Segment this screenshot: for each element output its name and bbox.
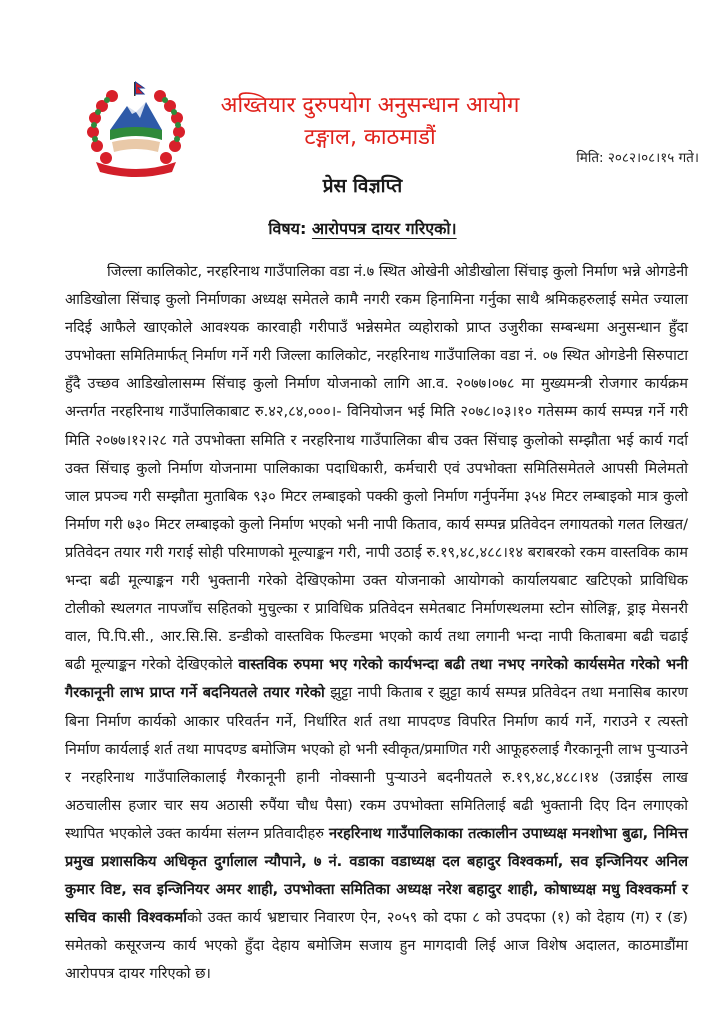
- page-title: प्रेस विज्ञप्ति: [322, 175, 403, 197]
- subject-line: [0, 217, 725, 239]
- body-text-2: झुट्टा नापी किताब र झुट्टा कार्य सम्पन्न प्रतिवेदन तथा मनासिब कारण बिना निर्माण कार्यको आकार परिवर्तन गर्ने, निर्धारित शर्त तथा मापदण्ड विपरित निर्माण कार्य गर्ने, गराउने र त्यस्तो निर्माण कार्यलाई शर्त तथा मापदण्ड बमोजिम भएको हो भनी स्वीकृत/प्रमाणित गरी आफूहरुलाई गैरकानूनी लाभ पुऱ्याउने र नरहरिनाथ गाउँपालिकालाई गैरकानूनी हानी नोक्सानी पुऱ्याउने बदनीयतले रु.१९,४८,४८८।१४ (उन्नाईस लाख अठचालीस हजार चार सय अठासी रुपैंया चौध पैसा) रकम उपभोक्ता समितिलाई बढी भुक्तानी दिए दिन लगाएको स्थापित भएकोले उक्त कार्यमा संलग्न प्रतिवादीहरु: [65, 684, 688, 842]
- body-text-3: को उक्त कार्य भ्रष्टाचार निवारण ऐन, २०५९ को दफा ८ को उपदफा (१) को देहाय (ग) र (ङ) समेतको कसूरजन्य कार्य भएको हुँदा देहाय बमोजिम सजाय हुन मागदावी लिई आज विशेष अदालत, काठमाडौंमा आरोपपत्र दायर गरिएको छ।: [65, 909, 688, 983]
- document-date: मिति: २०८२।०८।१५ गते।: [576, 150, 699, 166]
- accused-names: नरहरिनाथ गाउँपालिकाका तत्कालीन उपाध्यक्ष मनशोभा बुढा, निमित्त प्रमुख प्रशासकिय अधिकृत दुर्गालाल न्यौपाने, ७ नं. वडाका वडाध्यक्ष दल बहादुर विश्वकर्मा, सव इन्जिनियर अनिल कुमार विष्ट, सव इन्जिनियर अमर शाही, उपभोक्ता समितिका अध्यक्ष नरेश बहादुर शाही, कोषाध्यक्ष मधु विश्वकर्मा र सचिव कासी विश्वकर्मा: [65, 824, 688, 927]
- press-release-body: [65, 258, 688, 988]
- body-bold-1: वास्तविक रुपमा भए गरेको कार्यभन्दा बढी तथा नभए नगरेको कार्यसमेत गरेको भनी गैरकानूनी लाभ प्राप्त गर्ने बदनियतले तयार गरेको: [65, 656, 688, 702]
- body-text-1: जिल्ला कालिकोट, नरहरिनाथ गाउँपालिका वडा नं.७ स्थित ओखेनी ओडीखोला सिंचाइ कुलो निर्माण भन्ने ओगडेनी आडिखोला सिंचाइ कुलो निर्माणका अध्यक्ष समेतले कामै नगरी रकम हिनामिना गर्नुका साथै श्रमिकहरुलाई समेत ज्याला नदिई आफैले खाएकोले आवश्यक कारवाही गरीपाउँ भन्नेसमेत व्यहोराको प्राप्त उजुरीका सम्बन्धमा अनुसन्धान हुँदा उपभोक्ता समितिमार्फत् निर्माण गर्ने गरी जिल्ला कालिकोट, नरहरिनाथ गाउँपालिका वडा नं. ०७ स्थित ओगडेनी सिरुपाटा हुँदै उच्छव आडिखोलासम्म सिंचाइ कुलो निर्माण योजनाको लागि आ.व. २०७७।०७८ मा मुख्यमन्त्री रोजगार कार्यक्रम अन्तर्गत नरहरिनाथ गाउँपालिकाबाट रु.४२,८४,०००।- विनियोजन भई मिति २०७८।०३।१० गतेसम्म कार्य सम्पन्न गर्ने गरी मिति २०७७।१२।२८ गते उपभोक्ता समिति र नरहरिनाथ गाउँपालिका बीच उक्त सिंचाइ कुलोको सम्झौता भई कार्य गर्दा उक्त सिंचाइ कुलो निर्माण योजनामा पालिकाका पदाधिकारी, कर्मचारी एवं उपभोक्ता समितिसमेतले आपसी मिलेमतो जाल प्रपञ्च गरी सम्झौता मुताबिक ९३० मिटर लम्बाइको पक्की कुलो निर्माण गर्नुपर्नेमा ३५४ मिटर लम्बाइको मात्र कुलो निर्माण गरी ७३० मिटर लम्बाइको कुलो निर्माण भएको भनी नापी किताव, कार्य सम्पन्न प्रतिवेदन लगायतको गलत लिखत/प्रतिवेदन तयार गरी गराई सोही परिमाणको मूल्याङ्कन गरी, नापी उठाई रु.१९,४८,४८८।१४ बराबरको रकम वास्तविक काम भन्दा बढी मूल्याङ्कन गरी भुक्तानी गरेको देखिएकोमा उक्त योजनाको आयोगको कार्यालयबाट खटिएको प्राविधिक टोलीको स्थलगत नापजाँच सहितको मुचुल्का र प्राविधिक प्रतिवेदन समेतबाट निर्माणस्थलमा स्टोन सोलिङ्ग, ड्राइ मेसनरी वाल, पि.पि.सी., आर.सि.सि. डन्डीको वास्तविक फिल्डमा भएको कार्य तथा लगानी भन्दा नापी किताबमा बढी चढाई बढी मूल्याङ्कन गरेको देखिएकोले: [65, 263, 688, 674]
- nepal-emblem-icon: [82, 80, 190, 180]
- subject-label: विषय:: [268, 219, 307, 238]
- organization-location: टङ्गाल, काठमाडौं: [304, 125, 436, 150]
- organization-name: अख्तियार दुरुपयोग अनुसन्धान आयोग: [220, 93, 520, 118]
- subject-text: आरोपपत्र दायर गरिएको।: [311, 219, 457, 238]
